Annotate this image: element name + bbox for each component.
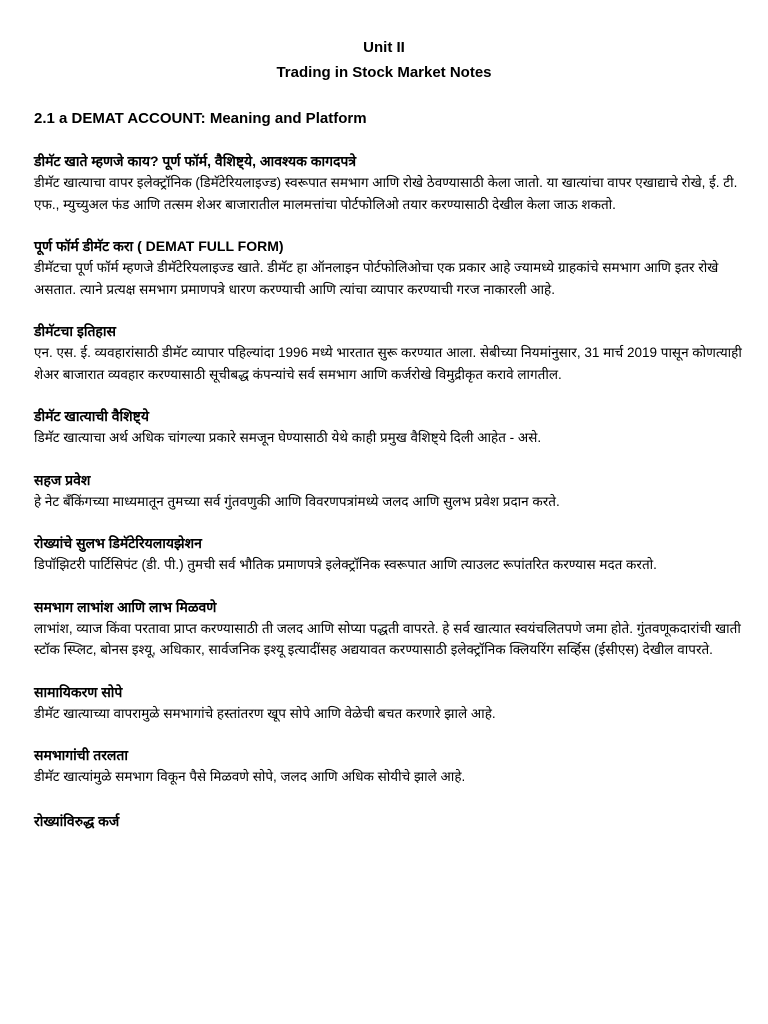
block-paragraph: डीमॅटचा पूर्ण फॉर्म म्हणजे डीमॅटेरियलाइज्ड खाते. डीमॅट हा ऑनलाइन पोर्टफोलिओचा एक प्रकार आहे ज्यामध्ये ग्राहकांचे समभाग आणि इतर रोखे असतात. त्याने प्रत्यक्ष समभाग प्रमाणपत्रे धारण करण्याची आणि त्यांचा व्यापार करण्याची गरज नाकारली आहे.	[34, 260, 719, 297]
block-heading: पूर्ण फॉर्म डीमॅट करा ( DEMAT FULL FORM)	[34, 238, 284, 254]
content-block	[34, 469, 768, 513]
document-title: Trading in Stock Market Notes	[276, 64, 492, 81]
unit-label: Unit II	[363, 39, 405, 56]
block-heading: रोख्यांविरुद्ध कर्ज	[34, 812, 120, 829]
block-paragraph: डिमॅट खात्याचा अर्थ अधिक चांगल्या प्रकारे समजून घेण्यासाठी येथे काही प्रमुख वैशिष्ट्ये दिली आहेत - असे.	[34, 430, 542, 445]
block-heading: डीमॅट खाते म्हणजे काय? पूर्ण फॉर्म, वैशिष्ट्ये, आवश्यक कागदपत्रे	[34, 153, 357, 169]
block-heading: सामायिकरण सोपे	[34, 683, 123, 700]
block-heading: डीमॅट खात्याची वैशिष्ट्ये	[34, 408, 149, 424]
block-paragraph: एन. एस. ई. व्यवहारांसाठी डीमॅट व्यापार पहिल्यांदा 1996 मध्ये भारतात सुरू करण्यात आला. सेबीच्या नियमांनुसार, 31 मार्च 2019 पासून कोणत्याही शेअर बाजारात व्यवहार करण्यासाठी सूचीबद्ध कंपन्यांचे सर्व समभाग आणि कर्जरोखे विमुद्रीकृत करावे लागतील.	[34, 345, 742, 382]
content-block	[34, 405, 768, 449]
content-block	[34, 810, 768, 832]
block-heading: डीमॅटचा इतिहास	[34, 323, 116, 339]
block-paragraph: डिपॉझिटरी पार्टिसिपंट (डी. पी.) तुमची सर्व भौतिक प्रमाणपत्रे इलेक्ट्रॉनिक स्वरूपात आणि त्याउलट रूपांतरित करण्यास मदत करतो.	[34, 557, 657, 572]
block-heading: समभागांची तरलता	[34, 747, 129, 763]
content-block	[34, 681, 768, 725]
block-heading: सहज प्रवेश	[34, 471, 91, 488]
block-paragraph: लाभांश, व्याज किंवा परतावा प्राप्त करण्यासाठी ती जलद आणि सोप्या पद्धती वापरते. हे सर्व खात्यात स्वयंचलितपणे जमा होते. गुंतवणूकदारांची खाती स्टॉक स्प्लिट, बोनस इश्यू, अधिकार, सार्वजनिक इश्यू इत्यादींसह अद्ययावत करण्यासाठी इलेक्ट्रॉनिक क्लियरिंग सर्व्हिस (ईसीएस) देखील वापरते.	[34, 620, 741, 657]
content-block	[34, 532, 768, 576]
block-heading: रोख्यांचे सुलभ डिमॅटेरियलायझेशन	[34, 535, 202, 551]
content-block	[34, 744, 768, 788]
content-block	[34, 320, 768, 385]
block-paragraph: डीमॅट खात्याच्या वापरामुळे समभागांचे हस्तांतरण खूप सोपे आणि वेळेची बचत करणारे झाले आहे.	[34, 705, 496, 721]
section-heading: 2.1 a DEMAT ACCOUNT: Meaning and Platform	[34, 110, 367, 127]
block-paragraph: हे नेट बँकिंगच्या माध्यमातून तुमच्या सर्व गुंतवणुकी आणि विवरणपत्रांमध्ये जलद आणि सुलभ प्रवेश प्रदान करते.	[34, 493, 560, 509]
content-block	[34, 235, 768, 300]
block-heading: समभाग लाभांश आणि लाभ मिळवणे	[34, 598, 217, 615]
block-paragraph: डीमॅट खात्याचा वापर इलेक्ट्रॉनिक (डिमॅटेरियलाइज्ड) स्वरूपात समभाग आणि रोखे ठेवण्यासाठी केला जातो. या खात्यांचा वापर एखाद्याचे रोखे, ई. टी. एफ., म्युच्युअल फंड आणि तत्सम शेअर बाजारातील मालमत्तांचा पोर्टफोलिओ तयार करण्यासाठी देखील केला जाऊ शकतो.	[34, 175, 738, 212]
content-block	[34, 596, 768, 661]
block-paragraph: डीमॅट खात्यांमुळे समभाग विकून पैसे मिळवणे सोपे, जलद आणि अधिक सोयीचे झाले आहे.	[34, 769, 466, 784]
content-block	[34, 150, 768, 215]
